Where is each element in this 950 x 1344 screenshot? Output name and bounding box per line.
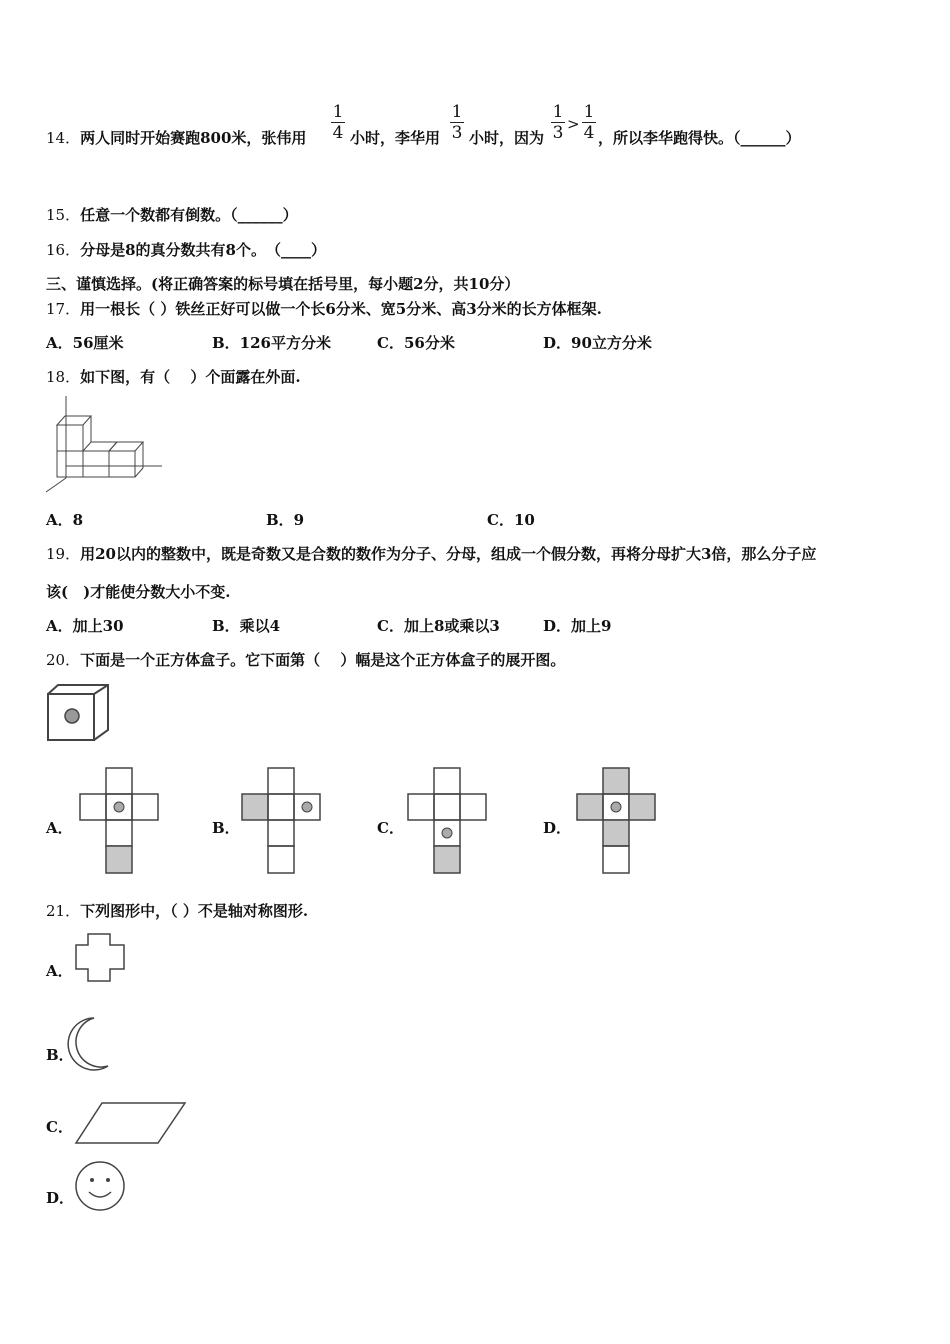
net-a-figure[interactable] xyxy=(78,767,162,875)
q20-option-b[interactable]: B． xyxy=(212,819,240,837)
cube-stack-figure xyxy=(44,396,166,494)
q16-text: 16．分母是8的真分数共有8个。 （____） xyxy=(46,241,326,259)
q17-option-a[interactable]: A．56厘米 xyxy=(46,334,124,352)
greater-than-sign: > xyxy=(567,115,580,133)
parallelogram-shape[interactable] xyxy=(74,1100,188,1146)
q14-text-2: 小时，李华用 xyxy=(350,129,441,147)
q14-text-3: 小时，因为 xyxy=(469,129,545,147)
q21-option-a[interactable]: A． xyxy=(46,962,73,980)
q21-text: 21．下列图形中，（ ）不是轴对称图形. xyxy=(46,902,309,920)
q18-option-b[interactable]: B．9 xyxy=(266,511,305,529)
q20-option-a[interactable]: A． xyxy=(46,819,73,837)
q17-text: 17．用一根长（ ）铁丝正好可以做一个长6分米、宽5分米、高3分米的长方体框架. xyxy=(46,300,602,318)
crescent-moon-shape[interactable] xyxy=(74,1016,114,1070)
q18-option-c[interactable]: C．10 xyxy=(487,511,535,529)
q20-option-c[interactable]: C． xyxy=(377,819,404,837)
fraction-one-quarter: 1 4 xyxy=(332,102,344,143)
cube-box-figure xyxy=(46,684,112,742)
fraction-one-third: 1 3 xyxy=(451,102,463,143)
q15-text: 15．任意一个数都有倒数。（______） xyxy=(46,206,298,224)
q21-option-d[interactable]: D． xyxy=(46,1189,75,1207)
q17-option-b[interactable]: B．126平方分米 xyxy=(212,334,331,352)
q14-text: 14．两人同时开始赛跑800米，张伟用 xyxy=(46,129,307,147)
net-c-figure[interactable] xyxy=(406,767,490,875)
q20-option-d[interactable]: D． xyxy=(543,819,572,837)
q19-text-line2: 该( )才能使分数大小不变. xyxy=(46,583,231,601)
q19-option-b[interactable]: B．乘以4 xyxy=(212,617,281,635)
section-heading: 三、谨慎选择。(将正确答案的标号填在括号里，每小题2分，共10分） xyxy=(46,275,520,293)
net-d-figure[interactable] xyxy=(575,767,659,875)
q18-option-a[interactable]: A．8 xyxy=(46,511,84,529)
q19-text-line1: 19．用20以内的整数中，既是奇数又是合数的数作为分子、分母，组成一个假分数，再将分母扩大3倍，那么分子应 xyxy=(46,545,817,563)
q14-text-4: ，所以李华跑得快。（______） xyxy=(598,129,801,147)
q19-option-c[interactable]: C．加上8或乘以3 xyxy=(377,617,500,635)
net-b-figure[interactable] xyxy=(240,767,324,875)
q18-text: 18．如下图，有（ ）个面露在外面. xyxy=(46,368,301,386)
cross-shape[interactable] xyxy=(74,933,128,983)
q19-option-d[interactable]: D．加上9 xyxy=(543,617,612,635)
q20-text: 20．下面是一个正方体盒子。它下面第（ ）幅是这个正方体盒子的展开图。 xyxy=(46,651,566,669)
q21-option-b[interactable]: B． xyxy=(46,1046,74,1064)
q21-option-c[interactable]: C． xyxy=(46,1118,73,1136)
fraction-one-quarter-2: 1 4 xyxy=(583,102,595,143)
smiley-face-shape[interactable] xyxy=(74,1160,128,1214)
fraction-one-third-2: 1 3 xyxy=(552,102,564,143)
q17-option-d[interactable]: D．90立方分米 xyxy=(543,334,652,352)
q19-option-a[interactable]: A．加上30 xyxy=(46,617,124,635)
q17-option-c[interactable]: C．56分米 xyxy=(377,334,455,352)
